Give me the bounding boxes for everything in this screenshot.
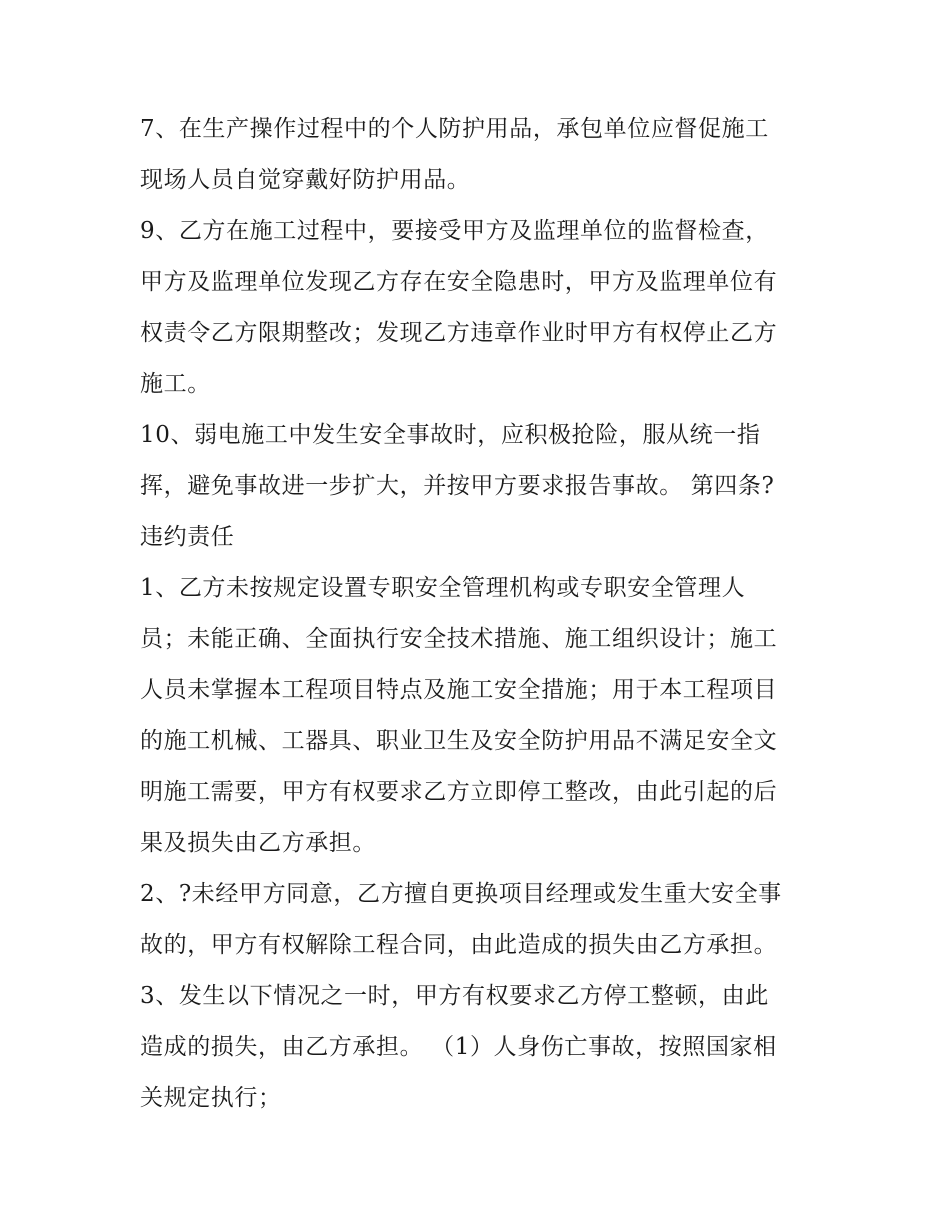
text-line: 10、弱电施工中发生安全事故时，应积极抢险，服从统一指 bbox=[140, 422, 761, 448]
text-line: 故的，甲方有权解除工程合同，由此造成的损失由乙方承担。 bbox=[140, 932, 778, 958]
text-line: 3、发生以下情况之一时，甲方有权要求乙方停工整顿，由此 bbox=[140, 983, 769, 1009]
text-line: 1、乙方未按规定设置专职安全管理机构或专职安全管理人 bbox=[140, 575, 746, 601]
text-line: 施工。 bbox=[140, 371, 211, 397]
text-line: 关规定执行； bbox=[140, 1085, 282, 1111]
text-line: 挥，避免事故进一步扩大，并按甲方要求报告事故。 第四条? bbox=[140, 473, 775, 499]
text-line: 造成的损失，由乙方承担。 （1）人身伤亡事故，按照国家相 bbox=[140, 1034, 777, 1060]
text-line: 9、乙方在施工过程中，要接受甲方及监理单位的监督检查， bbox=[140, 218, 769, 244]
text-line: 甲方及监理单位发现乙方存在安全隐患时，甲方及监理单位有 bbox=[140, 269, 778, 295]
text-line: 现场人员自觉穿戴好防护用品。 bbox=[140, 167, 471, 193]
text-line: 的施工机械、工器具、职业卫生及安全防护用品不满足安全文 bbox=[140, 728, 778, 754]
text-line: 2、?未经甲方同意，乙方擅自更换项目经理或发生重大安全事 bbox=[140, 881, 782, 907]
text-line: 7、在生产操作过程中的个人防护用品，承包单位应督促施工 bbox=[140, 116, 769, 142]
document-body bbox=[140, 104, 830, 1124]
section-heading: 违约责任 bbox=[140, 524, 235, 550]
text-line: 果及损失由乙方承担。 bbox=[140, 830, 376, 856]
text-line: 员；未能正确、全面执行安全技术措施、施工组织设计；施工 bbox=[140, 626, 778, 652]
text-line: 明施工需要，甲方有权要求乙方立即停工整改，由此引起的后 bbox=[140, 779, 778, 805]
text-line: 人员未掌握本工程项目特点及施工安全措施；用于本工程项目 bbox=[140, 677, 778, 703]
text-line: 权责令乙方限期整改；发现乙方违章作业时甲方有权停止乙方 bbox=[140, 320, 778, 346]
